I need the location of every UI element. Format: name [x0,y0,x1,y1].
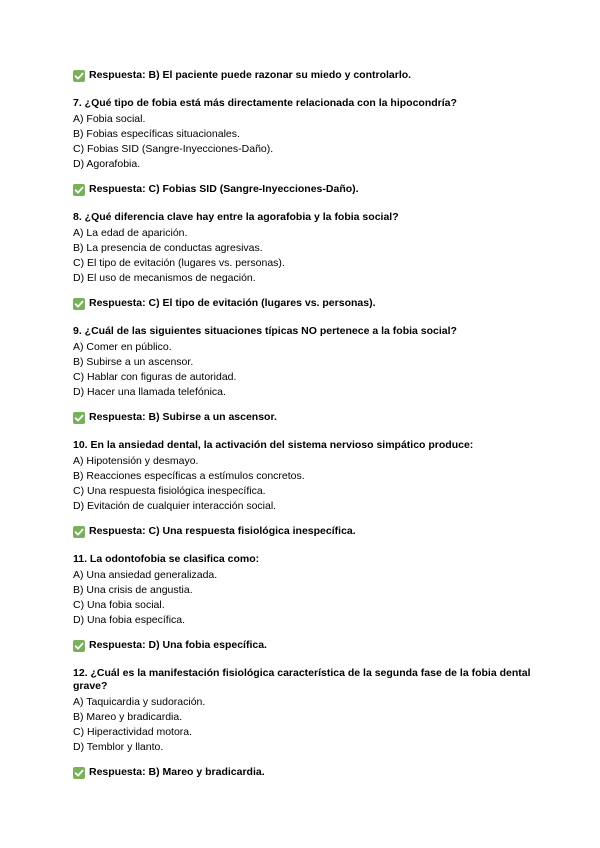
check-mark-icon [73,640,85,652]
answer-option: B) Una crisis de angustia. [73,584,193,596]
answer-text: Respuesta: B) Subirse a un ascensor. [89,411,277,423]
correct-answer [73,410,533,425]
correct-answer [73,765,533,780]
check-mark-icon [73,70,85,82]
answer-option: D) Hacer una llamada telefónica. [73,386,226,398]
correct-answer [73,182,533,197]
answer-option: D) Evitación de cualquier interacción social. [73,500,277,512]
answer-option: B) Fobias específicas situacionales. [73,128,240,140]
intro-answer [73,68,533,83]
answer-text: Respuesta: B) El paciente puede razonar su miedo y controlarlo. [89,69,412,81]
answer-option: B) La presencia de conductas agresivas. [73,242,263,254]
question-text: 9. ¿Cuál de las siguientes situaciones típicas NO pertenece a la fobia social? [73,325,457,337]
question-block [73,211,533,311]
answer-option: A) Hipotensión y desmayo. [73,455,199,467]
question-text: 7. ¿Qué tipo de fobia está más directamente relacionada con la hipocondría? [73,97,457,109]
check-mark-icon [73,767,85,779]
answer-text: Respuesta: D) Una fobia específica. [89,639,267,651]
answer-option: A) La edad de aparición. [73,227,188,239]
answer-text: Respuesta: C) Una respuesta fisiológica inespecífica. [89,525,356,537]
answer-option: B) Mareo y bradicardia. [73,711,183,723]
answer-text: Respuesta: B) Mareo y bradicardia. [89,766,265,778]
answer-option: B) Subirse a un ascensor. [73,356,194,368]
answer-text: Respuesta: C) El tipo de evitación (lugares vs. personas). [89,297,376,309]
question-block [73,97,533,197]
correct-answer [73,296,533,311]
question-text: 11. La odontofobia se clasifica como: [73,553,260,565]
question-block [73,553,533,653]
check-mark-icon [73,412,85,424]
answer-option: A) Comer en público. [73,341,172,353]
answer-option: C) Una fobia social. [73,599,165,611]
answer-option: C) Hablar con figuras de autoridad. [73,371,237,383]
answer-option: C) Fobias SID (Sangre-Inyecciones-Daño). [73,143,274,155]
question-list [73,97,533,780]
question-text: 8. ¿Qué diferencia clave hay entre la agorafobia y la fobia social? [73,211,399,223]
answer-option: A) Fobia social. [73,113,146,125]
answer-text: Respuesta: C) Fobias SID (Sangre-Inyecciones-Daño). [89,183,359,195]
answer-option: D) Temblor y llanto. [73,741,164,753]
question-block [73,667,533,780]
check-mark-icon [73,184,85,196]
answer-option: D) Agorafobia. [73,158,141,170]
answer-option: D) El uso de mecanismos de negación. [73,272,256,284]
answer-option: C) Hiperactividad motora. [73,726,193,738]
question-text: 10. En la ansiedad dental, la activación del sistema nervioso simpático produce: [73,439,474,451]
answer-option: A) Taquicardia y sudoración. [73,696,206,708]
answer-option: C) Una respuesta fisiológica inespecífica. [73,485,266,497]
answer-option: A) Una ansiedad generalizada. [73,569,218,581]
document-page [73,68,533,780]
correct-answer [73,638,533,653]
question-block [73,439,533,539]
answer-option: B) Reacciones específicas a estímulos concretos. [73,470,305,482]
check-mark-icon [73,298,85,310]
answer-option: D) Una fobia específica. [73,614,186,626]
answer-option: C) El tipo de evitación (lugares vs. personas). [73,257,285,269]
check-mark-icon [73,526,85,538]
question-block [73,325,533,425]
correct-answer [73,524,533,539]
question-text: 12. ¿Cuál es la manifestación fisiológica característica de la segunda fase de la fobia dental grave? [73,667,531,692]
